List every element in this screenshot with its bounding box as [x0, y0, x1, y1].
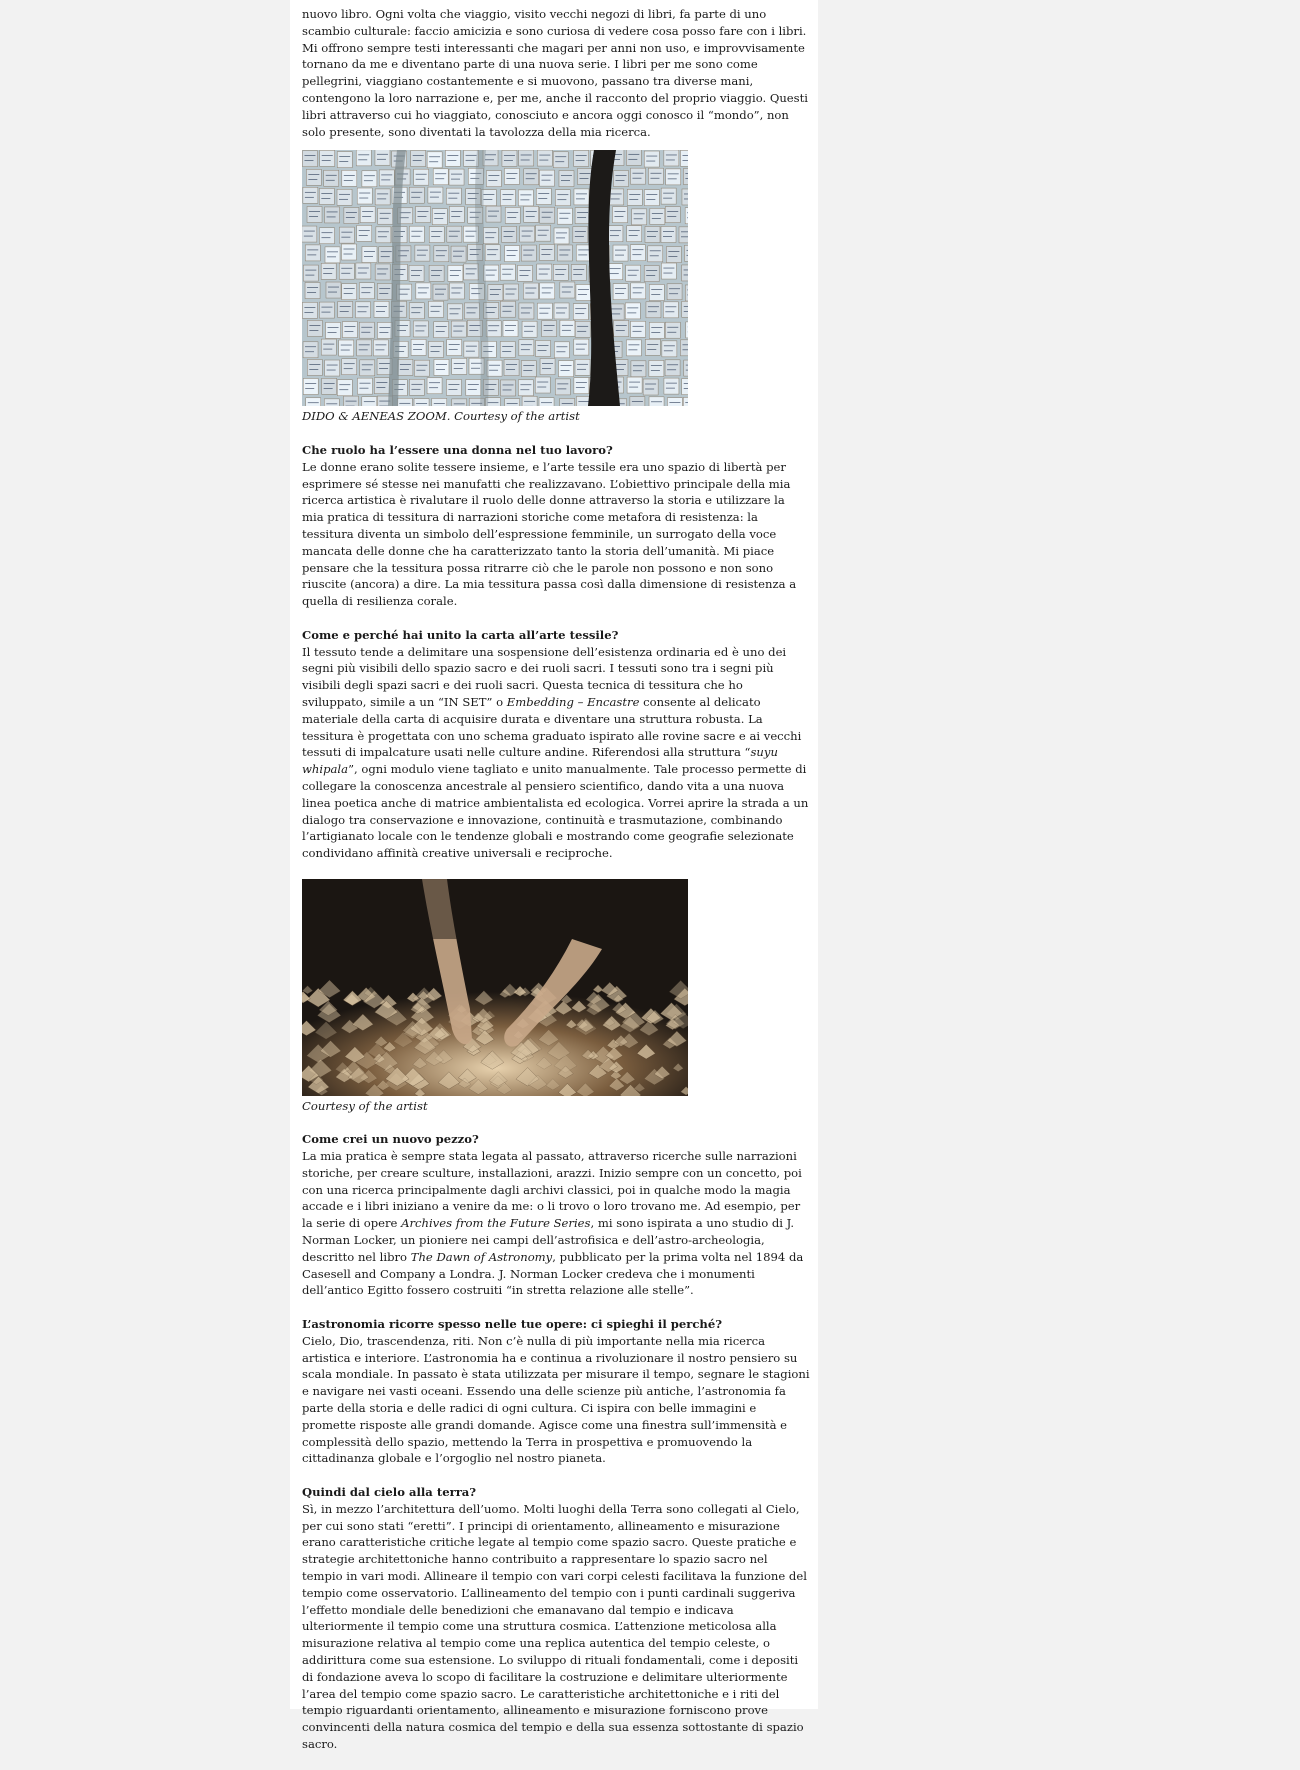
intro-paragraph: nuovo libro. Ogni volta che viaggio, visito vecchi negozi di libri, fa parte di uno scambio culturale: faccio amicizia e sono curiosa di vedere cosa posso fare con i libri. Mi offrono sempre testi interessanti che magari per anni non uso, e improvvisamente tornano da me e diventano parte di una nuova serie. I libri per me sono come pellegrini, viaggiano costantemente e si muovono, passano tra diverse mani, contengono la loro narrazione e, per me, anche il racconto del proprio viaggio. Questi libri attraverso cui ho viaggiato, conosciuto e ancora oggi conosco il “mondo”, non solo presente, sono diventati la tavolozza della mia ricerca. [302, 7, 808, 139]
article-body [302, 6, 810, 1770]
question-heading: Come e perché hai unito la carta all’arte tessile? [302, 627, 619, 642]
article-column [290, 0, 818, 1751]
question-heading: L’astronomia ricorre spesso nelle tue opere: ci spieghi il perché? [302, 1317, 723, 1332]
emphasis: The Dawn of Astronomy [410, 1249, 553, 1264]
answer-paragraph: Cielo, Dio, trascendenza, riti. Non c’è nulla di più importante nella mia ricerca artistica e interiore. L’astronomia ha e continua a rivoluzionare il nostro pensiero su scala mondiale. In passato è stata utilizzata per misurare il tempo, segnare le stagioni e navigare nei vasti oceani. Essendo una delle scienze più antiche, l’astronomia fa parte della storia e delle radici di ogni cultura. Ci ispira con belle immagini e promette risposte alle grandi domande. Agisce come una finestra sull’immensità e complessità dello spazio, mettendo la Terra in prospettiva e promuovendo la cittadinanza globale e l’orgoglio nel nostro pianeta. [302, 1333, 810, 1466]
emphasis: Embedding – Encastre [506, 694, 640, 709]
paper-weave-image [302, 150, 688, 406]
question-heading: Quindi dal cielo alla terra? [302, 1485, 477, 1500]
answer-paragraph: La mia pratica è sempre stata legata al passato, attraverso ricerche sulle narrazioni storiche, per creare sculture, installazioni, arazzi. Inizio sempre con un concetto, poi con una ricerca principalmente dagli archivi classici, poi in qualche modo la magia accade e i libri iniziano a venire da me: o li trovo o loro trovano me. Ad esempio, per la serie di opere Archives from the Future Series, mi sono ispirata a uno studio di J. Norman Locker, un pioniere nei campi dell’astrofisica e dell’astro-archeologia, descritto nel libro The Dawn of Astronomy, pubblicato per la prima volta nel 1894 da Casesell and Company a Londra. J. Norman Locker credeva che i monumenti dell’antico Egitto fossero costruiti “in stretta relazione alle stelle”. [302, 1149, 804, 1298]
figure-caption: DIDO & AENEAS ZOOM. Courtesy of the artist [302, 409, 580, 424]
emphasis: Archives from the Future Series [401, 1216, 591, 1231]
answer-paragraph: Il tessuto tende a delimitare una sospensione dell’esistenza ordinaria ed è uno dei segni più visibili dello spazio sacro e dei ruoli sacri. I tessuti sono tra i segni più visibili degli spazi sacri e dei ruoli sacri. Questa tecnica di tessitura che ho sviluppato, simile a un “IN SET” o Embedding – Encastre consente al delicato materiale della carta di acquisire durata e diventare una struttura robusta. La tessitura è progettata con uno schema graduato ispirato alle rovine sacre e ai vecchi tessuti di impalcature usati nelle culture andine. Riferendosi alla struttura “suyu whipala”, ogni modulo viene tagliato e unito manualmente. Tale processo permette di collegare la conoscenza ancestrale al pensiero scientifico, dando vita a una nuova linea poetica anche di matrice ambientalista ed ecologica. Vorrei aprire la strada a un dialogo tra conservazione e innovazione, continuità e trasmutazione, combinando l’artigianato locale con le tendenze globali e mostrando come geografie selezionate condividano affinità creative universali e reciproche. [302, 644, 809, 861]
question-heading: Che ruolo ha l’essere una donna nel tuo lavoro? [302, 442, 613, 457]
figure-caption: Courtesy of the artist [302, 1098, 428, 1113]
emphasis: suyu whipala [302, 745, 778, 777]
figure-dido-aeneas [302, 150, 688, 406]
hands-weaving-image [302, 879, 688, 1096]
question-heading: Come crei un nuovo pezzo? [302, 1132, 479, 1147]
answer-paragraph: Sì, in mezzo l’architettura dell’uomo. Molti luoghi della Terra sono collegati al Cielo, per cui sono stati “eretti”. I principi di orientamento, allineamento e misurazione erano caratteristiche critiche legate al tempio come spazio sacro. Queste pratiche e strategie architettoniche hanno contribuito a rappresentare lo spazio sacro nel tempio in vari modi. Allineare il tempio con vari corpi celesti facilitava la funzione del tempio come osservatorio. L’allineamento del tempio con i punti cardinali suggeriva l’effetto mondiale delle benedizioni che emanavano dal tempio e indicava ulteriormente il tempio come una struttura cosmica. L’attenzione meticolosa alla misurazione relativa al tempio come una replica autentica del tempio celeste, o addirittura come sua estensione. Lo sviluppo di rituali fondamentali, come i depositi di fondazione aveva lo scopo di facilitare la costruzione e delimitare ulteriormente l’area del tempio come spazio sacro. Le caratteristiche architettoniche e i riti del tempio riguardanti orientamento, allineamento e misurazione forniscono prove convincenti della natura cosmica del tempio e della sua essenza sottostante di spazio sacro. [302, 1501, 807, 1751]
answer-paragraph: Le donne erano solite tessere insieme, e l’arte tessile era uno spazio di libertà per esprimere sé stesse nei manufatti che realizzavano. L’obiettivo principale della mia ricerca artistica è rivalutare il ruolo delle donne attraverso la storia e utilizzare la mia pratica di tessitura di narrazioni storiche come metafora di resistenza: la tessitura diventa un simbolo dell’espressione femminile, un surrogato della voce mancata delle donne che ha caratterizzato tanto la storia dell’umanità. Mi piace pensare che la tessitura possa ritrarre ciò che le parole non possono e non sono riuscite (ancora) a dire. La mia tessitura passa così dalla dimensione di resistenza a quella di resilienza corale. [302, 459, 797, 609]
figure-hands-weaving [302, 879, 688, 1096]
